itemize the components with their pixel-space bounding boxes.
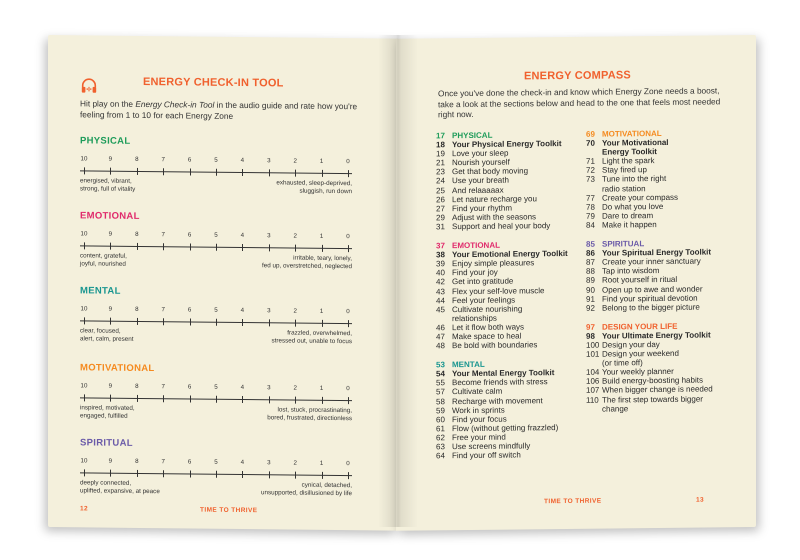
scale-number: 10 (80, 155, 88, 163)
scale-tick[interactable] (137, 318, 138, 325)
scale-tick[interactable] (110, 168, 111, 175)
scale-tick[interactable] (163, 243, 164, 250)
scale-number: 9 (108, 155, 113, 163)
contents-entry[interactable]: 26 Let nature recharge you (436, 193, 537, 205)
scale-number: 5 (214, 156, 218, 164)
rating-scale-motivational[interactable] (80, 382, 352, 427)
contents-entry[interactable]: 84 Make it happen (586, 219, 657, 230)
scale-number: 0 (346, 460, 350, 468)
scale-tick[interactable] (163, 470, 164, 477)
contents-entry[interactable]: 107 When bigger change is needed (586, 384, 713, 396)
scale-tick[interactable] (84, 469, 85, 476)
scale-number: 5 (214, 306, 218, 314)
scale-tick[interactable] (269, 471, 270, 478)
section-mental (436, 359, 576, 460)
contents-entry[interactable]: 86 Your Spiritual Energy Toolkit (586, 247, 712, 258)
scale-number: 3 (267, 157, 271, 165)
scale-tick[interactable] (242, 169, 243, 176)
scale-tick[interactable] (348, 472, 349, 479)
contents-entry[interactable]: 70 Your Motivational Energy Toolkit (586, 138, 669, 157)
scale-low-description: frazzled, overwhelmed, stressed out, unable to focus (271, 329, 352, 345)
scale-tick[interactable] (216, 471, 217, 478)
scale-number: 4 (240, 307, 245, 315)
page-number: 12 (80, 505, 89, 513)
scale-tick[interactable] (190, 395, 191, 402)
scale-tick[interactable] (242, 396, 243, 403)
contents-entry[interactable]: 104 Your weekly planner (586, 367, 674, 378)
scale-number: 6 (187, 306, 192, 314)
scale-number: 0 (346, 158, 350, 166)
scale-tick[interactable] (190, 168, 191, 175)
contents-entry[interactable]: 98 Your Ultimate Energy Toolkit (586, 330, 711, 341)
scale-tick[interactable] (216, 319, 217, 326)
contents-entry[interactable]: 25 And relaaaaax (436, 185, 504, 195)
contents-entry[interactable]: 87 Create your inner sanctuary (586, 256, 701, 267)
contents-entry[interactable]: 21 Nourish yourself (436, 157, 510, 168)
scale-number: 4 (240, 459, 245, 467)
scale-number: 1 (319, 157, 324, 165)
contents-entry[interactable]: 29 Adjust with the seasons (436, 212, 537, 223)
contents-entry[interactable]: 62 Free your mind (436, 432, 506, 443)
left-page (48, 35, 398, 531)
contents-column-right (586, 128, 736, 423)
section-heading[interactable]: 85 SPIRITUAL (586, 239, 645, 249)
scale-tick[interactable] (216, 169, 217, 176)
scale-tick[interactable] (242, 471, 243, 478)
scale-number: 10 (80, 457, 88, 465)
contents-entry[interactable]: 61 Flow (without getting frazzled) (436, 422, 559, 434)
contents-entry[interactable]: 45 Cultivate nourishing relationships (436, 304, 523, 323)
scale-tick[interactable] (348, 245, 349, 252)
scale-number: 4 (240, 232, 245, 240)
contents-entry[interactable]: 88 Tap into wisdom (586, 266, 660, 277)
scale-tick[interactable] (137, 470, 138, 477)
contents-entry[interactable]: 101 Design your weekend (or time off) (586, 348, 679, 368)
contents-entry[interactable]: 38 Your Emotional Energy Toolkit (436, 249, 568, 260)
scale-number: 9 (108, 305, 113, 313)
contents-entry[interactable]: 78 Do what you love (586, 201, 664, 212)
section-spiritual (586, 238, 736, 312)
section-heading[interactable]: 53 MENTAL (436, 359, 485, 370)
page-title: ENERGY COMPASS (524, 69, 631, 83)
scale-tick[interactable] (84, 242, 85, 249)
zone-title-emotional: EMOTIONAL (80, 210, 140, 222)
scale-tick[interactable] (110, 318, 111, 325)
scale-tick[interactable] (190, 243, 191, 250)
contents-entry[interactable]: 42 Get into gratitude (436, 276, 514, 287)
scale-number: 8 (135, 230, 139, 238)
contents-entry[interactable]: 63 Use screens mindfully (436, 441, 531, 452)
intro-text: Once you've done the check-in and know which Energy Zone needs a boost, take a look at the sections below and head to the one that feels most needed right now. (438, 85, 721, 120)
contents-entry[interactable]: 90 Open up to awe and wonder (586, 284, 703, 295)
contents-entry[interactable]: 18 Your Physical Energy Toolkit (436, 139, 562, 150)
scale-tick[interactable] (322, 170, 323, 177)
scale-number: 10 (80, 382, 88, 390)
section-emotional (436, 240, 576, 351)
scale-number: 7 (161, 306, 165, 314)
contents-entry[interactable]: 47 Make space to heal (436, 331, 522, 342)
scale-number: 2 (293, 232, 297, 240)
scale-high-description: content, grateful, joyful, nourished (80, 252, 127, 268)
contents-entry[interactable]: 46 Let it flow both ways (436, 322, 525, 333)
scale-number: 8 (135, 155, 139, 163)
open-book (48, 35, 756, 527)
scale-number: 9 (108, 457, 113, 465)
scale-number: 2 (293, 459, 297, 467)
scale-number: 3 (267, 232, 271, 240)
rating-scale-physical[interactable] (80, 155, 352, 200)
contents-entry[interactable]: 92 Belong to the bigger picture (586, 302, 700, 313)
scale-number: 5 (214, 383, 218, 391)
contents-column-left (436, 130, 576, 471)
scale-number: 2 (293, 384, 297, 392)
scale-tick[interactable] (110, 395, 111, 402)
scale-number: 3 (267, 459, 271, 467)
contents-entry[interactable]: 72 Stay fired up (586, 165, 647, 176)
page-title: ENERGY CHECK-IN TOOL (143, 75, 284, 90)
scale-tick[interactable] (190, 470, 191, 477)
scale-tick[interactable] (84, 394, 85, 401)
section-design-your-life (586, 321, 736, 414)
scale-number: 5 (214, 231, 218, 239)
contents-entry[interactable]: 54 Your Mental Energy Toolkit (436, 368, 555, 379)
scale-tick[interactable] (84, 317, 85, 324)
scale-tick[interactable] (110, 470, 111, 477)
scale-number: 3 (267, 384, 271, 392)
scale-number: 8 (135, 382, 139, 390)
scale-number: 10 (80, 230, 88, 238)
scale-tick[interactable] (137, 243, 138, 250)
scale-number: 3 (267, 307, 271, 315)
scale-number: 6 (187, 231, 192, 239)
scale-tick[interactable] (295, 397, 296, 404)
section-heading[interactable]: 37 EMOTIONAL (436, 240, 500, 251)
scale-number: 4 (240, 384, 245, 392)
scale-number: 7 (161, 458, 165, 466)
contents-entry[interactable]: 58 Recharge with movement (436, 395, 543, 406)
rating-scale-spiritual[interactable] (80, 457, 352, 502)
zone-title-spiritual: SPIRITUAL (80, 437, 133, 449)
contents-entry[interactable]: 64 Find your off switch (436, 450, 521, 461)
scale-number: 2 (293, 307, 297, 315)
scale-number: 0 (346, 233, 350, 241)
intro-text: Hit play on the Energy Check-in Tool in the audio guide and rate how you're feeling from 1 to 10 for each Energy Zone (80, 98, 358, 121)
scale-tick[interactable] (295, 472, 296, 479)
page-number: 13 (696, 496, 705, 504)
scale-tick[interactable] (322, 320, 323, 327)
scale-number: 7 (161, 156, 165, 164)
scale-tick[interactable] (216, 244, 217, 251)
zone-title-mental: MENTAL (80, 285, 121, 297)
contents-entry[interactable]: 71 Light the spark (586, 156, 655, 167)
scale-tick[interactable] (295, 245, 296, 252)
scale-tick[interactable] (137, 168, 138, 175)
contents-entry[interactable]: 73 Tune into the right radio station (586, 174, 667, 194)
scale-high-description: energised, vibrant, strong, full of vitality (80, 177, 136, 193)
headphones-icon (80, 77, 98, 95)
scale-number: 8 (135, 305, 139, 313)
scale-tick[interactable] (295, 320, 296, 327)
scale-tick[interactable] (216, 396, 217, 403)
scale-number: 1 (319, 232, 324, 240)
scale-number: 5 (214, 458, 218, 466)
scale-number: 2 (293, 157, 297, 165)
contents-entry[interactable]: 106 Build energy-boosting habits (586, 375, 703, 387)
scale-number: 0 (346, 308, 350, 316)
scale-low-description: irritable, teary, lonely, fed up, overstretched, neglected (262, 254, 352, 270)
rating-scale-emotional[interactable] (80, 230, 352, 275)
scale-number: 1 (319, 459, 324, 467)
contents-entry[interactable]: 89 Root yourself in ritual (586, 275, 678, 286)
scale-high-description: inspired, motivated, engaged, fulfilled (80, 404, 135, 420)
contents-entry[interactable]: 91 Find your spiritual devotion (586, 293, 698, 304)
scale-tick[interactable] (269, 319, 270, 326)
scale-number: 1 (319, 384, 324, 392)
scale-number: 10 (80, 305, 88, 313)
contents-entry[interactable]: 100 Design your day (586, 339, 660, 350)
contents-entry[interactable]: 44 Feel your feelings (436, 295, 516, 305)
scale-tick[interactable] (269, 169, 270, 176)
right-page (396, 35, 756, 531)
contents-entry[interactable]: 60 Find your focus (436, 414, 507, 425)
scale-tick[interactable] (348, 320, 349, 327)
scale-number: 0 (346, 385, 350, 393)
contents-entry[interactable]: 59 Work in sprints (436, 405, 505, 415)
scale-number: 8 (135, 457, 139, 465)
scale-tick[interactable] (322, 245, 323, 252)
scale-number: 9 (108, 230, 113, 238)
scale-tick[interactable] (295, 170, 296, 177)
scale-tick[interactable] (348, 170, 349, 177)
section-heading[interactable]: 69 MOTIVATIONAL (586, 128, 662, 139)
rating-scale-mental[interactable] (80, 305, 352, 350)
section-physical (436, 130, 576, 231)
scale-tick[interactable] (348, 397, 349, 404)
scale-number: 1 (319, 307, 324, 315)
scale-number: 9 (108, 382, 113, 390)
zone-title-physical: PHYSICAL (80, 135, 131, 147)
scale-tick[interactable] (322, 472, 323, 479)
footer-title: TIME TO THRIVE (544, 497, 602, 506)
scale-tick[interactable] (242, 319, 243, 326)
contents-entry[interactable]: 39 Enjoy simple pleasures (436, 258, 535, 269)
scale-tick[interactable] (163, 318, 164, 325)
contents-entry[interactable]: 110 The first step towards bigger change (586, 394, 703, 414)
scale-low-description: exhausted, sleep-deprived, sluggish, run down (276, 179, 352, 195)
section-heading[interactable]: 97 DESIGN YOUR LIFE (586, 321, 678, 332)
contents-entry[interactable]: 19 Love your sleep (436, 148, 509, 159)
scale-tick[interactable] (190, 318, 191, 325)
contents-entry[interactable]: 79 Dare to dream (586, 210, 654, 221)
section-motivational (586, 128, 736, 230)
scale-tick[interactable] (163, 395, 164, 402)
scale-low-description: lost, stuck, procrastinating, bored, frustrated, directionless (267, 406, 352, 422)
contents-entry[interactable]: 77 Create your compass (586, 192, 679, 203)
scale-tick[interactable] (322, 397, 323, 404)
scale-tick[interactable] (269, 244, 270, 251)
scale-tick[interactable] (84, 167, 85, 174)
contents-entry[interactable]: 57 Cultivate calm (436, 387, 503, 397)
scale-high-description: clear, focused, alert, calm, present (80, 327, 134, 343)
scale-tick[interactable] (269, 396, 270, 403)
scale-number: 6 (187, 383, 192, 391)
scale-low-description: cynical, detached, unsupported, disillusioned by life (260, 481, 352, 497)
footer-title: TIME TO THRIVE (200, 506, 258, 515)
section-heading[interactable]: 17 PHYSICAL (436, 130, 493, 141)
scale-tick[interactable] (137, 395, 138, 402)
scale-tick[interactable] (163, 168, 164, 175)
contents-entry[interactable]: 24 Use your breath (436, 176, 509, 186)
zone-title-motivational: MOTIVATIONAL (80, 362, 155, 375)
scale-number: 6 (187, 458, 192, 466)
scale-tick[interactable] (242, 244, 243, 251)
contents-entry[interactable]: 23 Get that body moving (436, 166, 529, 177)
contents-entry[interactable]: 31 Support and heal your body (436, 221, 551, 232)
contents-entry[interactable]: 48 Be bold with boundaries (436, 340, 538, 351)
scale-number: 7 (161, 383, 165, 391)
contents-entry[interactable]: 55 Become friends with stress (436, 377, 548, 388)
contents-entry[interactable]: 40 Find your joy (436, 268, 498, 278)
scale-high-description: deeply connected, uplifted, expansive, at peace (80, 479, 160, 495)
scale-number: 4 (240, 157, 245, 165)
scale-number: 7 (161, 231, 165, 239)
contents-entry[interactable]: 27 Find your rhythm (436, 203, 513, 214)
contents-entry[interactable]: 43 Flex your self-love muscle (436, 285, 545, 296)
scale-tick[interactable] (110, 243, 111, 250)
scale-number: 6 (187, 156, 192, 164)
